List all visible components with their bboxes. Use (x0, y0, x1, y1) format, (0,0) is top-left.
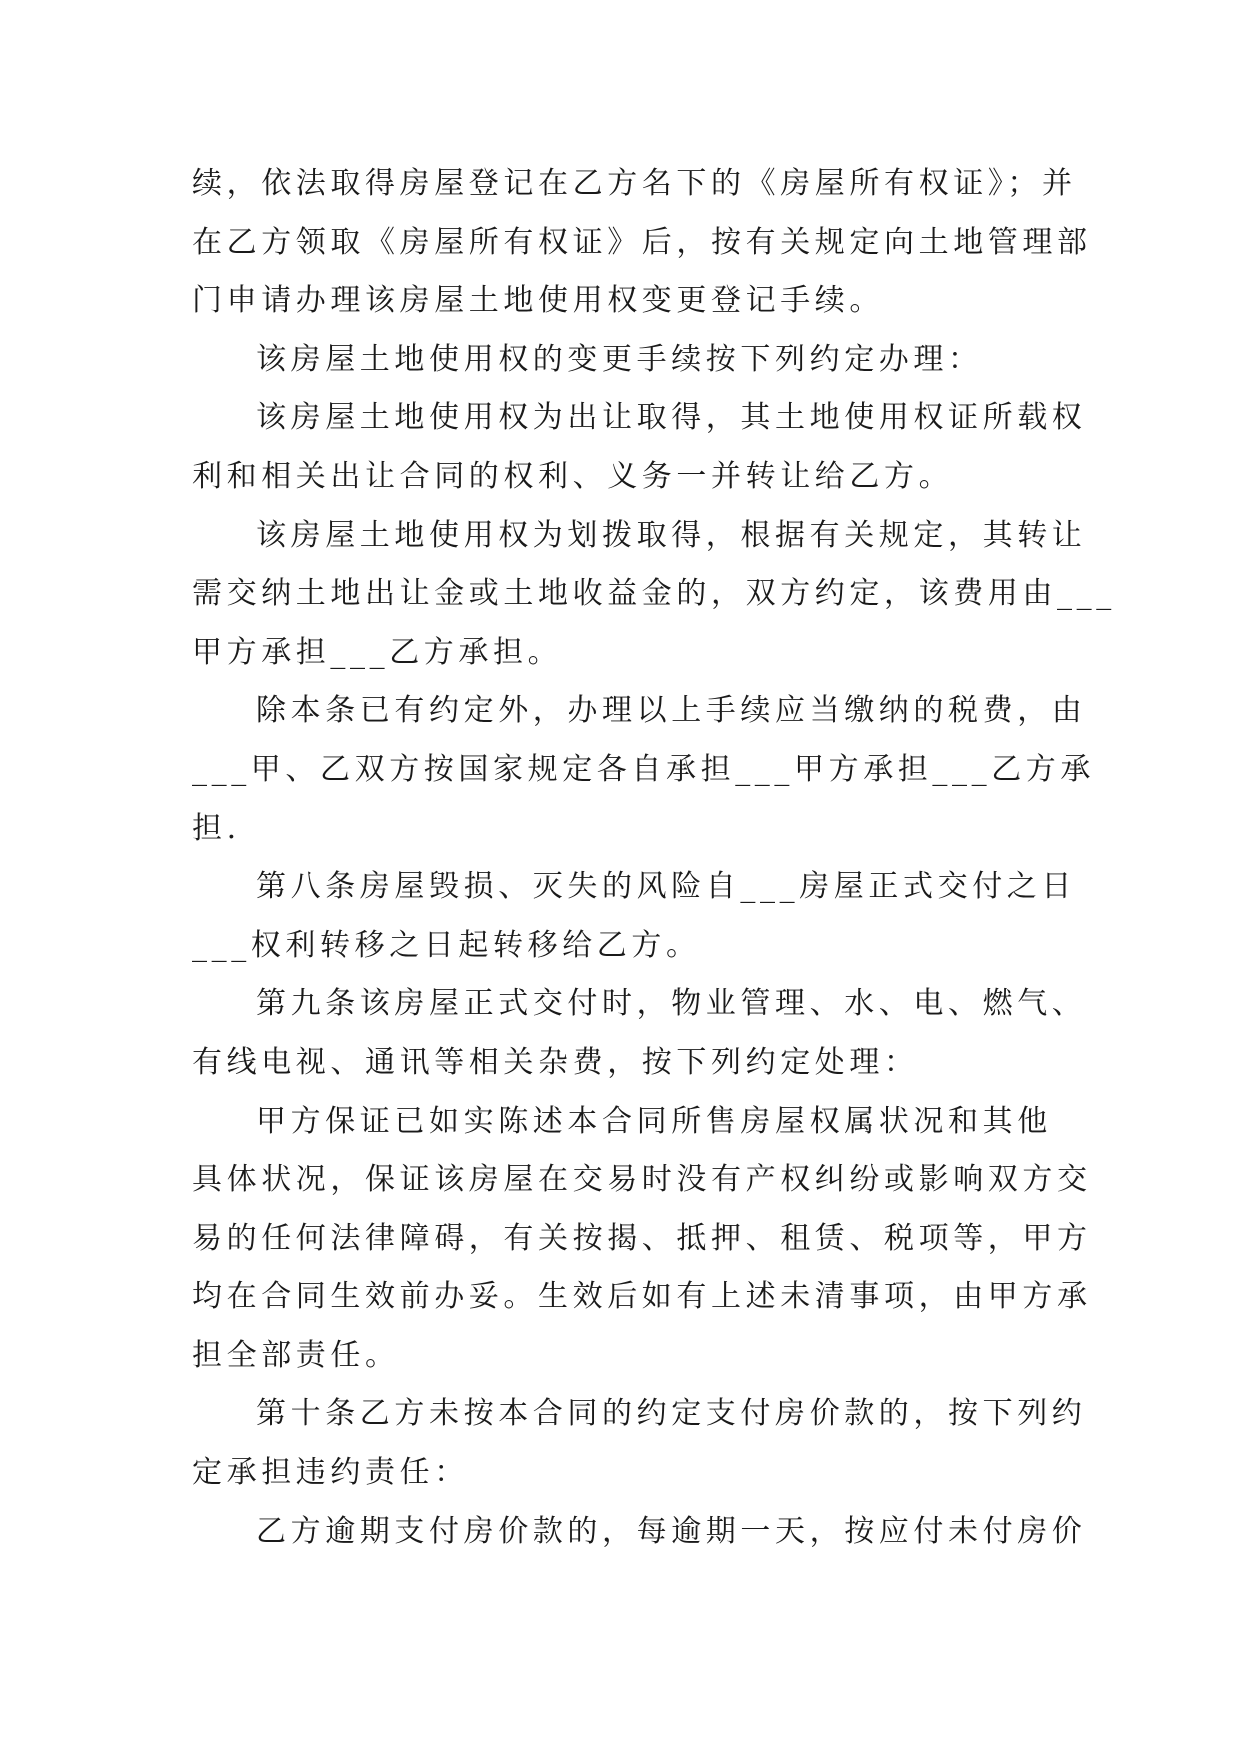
text-line: 具体状况，保证该房屋在交易时没有产权纠纷或影响双方交 (192, 1162, 1092, 1198)
text-line: 续，依法取得房屋登记在乙方名下的《房屋所有权证》；并 (192, 166, 1077, 201)
text-line: 有线电视、通讯等相关杂费，按下列约定处理： (192, 1044, 919, 1080)
text-line: 除本条已有约定外，办理以上手续应当缴纳的税费，由 (256, 693, 1087, 729)
text-line: 该房屋土地使用权为划拨取得，根据有关规定，其转让 (256, 517, 1087, 553)
text-line: 在乙方领取《房屋所有权证》后，按有关规定向土地管理部 (192, 224, 1092, 260)
text-line: 该房屋土地使用权为出让取得，其土地使用权证所载权 (256, 400, 1087, 436)
paragraph-transfer-grant (192, 389, 1087, 506)
text-line: 门申请办理该房屋土地使用权变更登记手续。 (192, 283, 884, 319)
text-line: 担. (192, 810, 241, 846)
paragraph-late-payment (192, 1503, 1087, 1562)
paragraph-article-9 (192, 975, 1087, 1092)
text-line: 乙方逾期支付房价款的，每逾期一天，按应付未付房价 (256, 1513, 1087, 1549)
text-line: 担全部责任。 (192, 1337, 400, 1373)
text-line: 第八条房屋毁损、灭失的风险自___房屋正式交付之日 (256, 869, 1076, 905)
paragraph-land-use-change (192, 331, 1050, 390)
text-line: 易的任何法律障碍，有关按揭、抵押、租赁、税项等，甲方 (192, 1220, 1092, 1256)
text-line: ___权利转移之日起转移给乙方。 (192, 927, 701, 963)
text-line: 第九条该房屋正式交付时，物业管理、水、电、燃气、 (256, 986, 1087, 1022)
text-line: 甲方保证已如实陈述本合同所售房屋权属状况和其他 (256, 1103, 1052, 1139)
paragraph-article-10 (192, 1385, 1087, 1502)
contract-text (192, 155, 1116, 1561)
text-line: ___甲、乙双方按国家规定各自承担___甲方承担___乙方承 (192, 751, 1095, 787)
paragraph-registration (192, 155, 1092, 331)
text-line: 利和相关出让合同的权利、义务一并转让给乙方。 (192, 458, 954, 494)
text-line: 该房屋土地使用权的变更手续按下列约定办理： (256, 341, 983, 377)
paragraph-article-8 (192, 858, 1076, 975)
paragraph-taxes (192, 682, 1095, 858)
text-line: 均在合同生效前办妥。生效后如有上述未清事项，由甲方承 (192, 1279, 1092, 1315)
text-line: 定承担违约责任： (192, 1455, 469, 1491)
paragraph-seller-guarantee (192, 1093, 1092, 1386)
text-line: 第十条乙方未按本合同的约定支付房价款的，按下列约 (256, 1396, 1087, 1432)
text-line: 甲方承担___乙方承担。 (192, 634, 563, 670)
paragraph-allocated-land (192, 507, 1116, 683)
text-line: 需交纳土地出让金或土地收益金的，双方约定，该费用由___ (192, 576, 1116, 612)
